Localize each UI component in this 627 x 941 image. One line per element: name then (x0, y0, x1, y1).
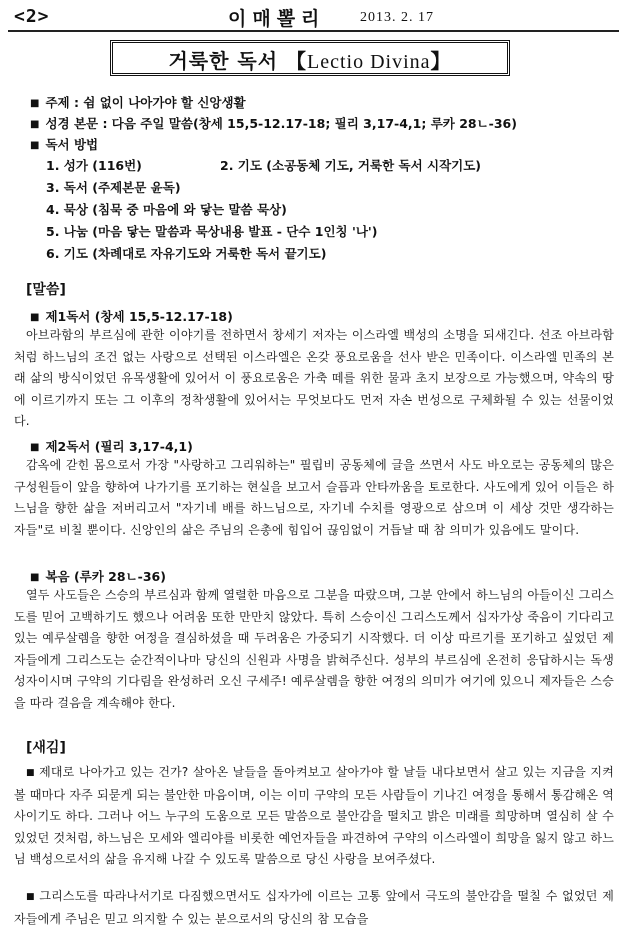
method-line (30, 134, 610, 155)
bullet-icon: ■ (30, 572, 40, 583)
section-label-reflection: [새김] (26, 740, 66, 756)
newsletter-name: 이매뽈리 (228, 8, 326, 30)
step-row (30, 243, 610, 265)
method-label: 독서 방법 (45, 137, 99, 152)
step-item: 4. 묵상 (침묵 중 마음에 와 닿는 말씀 묵상) (46, 202, 287, 217)
bullet-icon: ■ (30, 140, 40, 151)
title-bracket-open: 【 (286, 49, 307, 73)
step-item: 5. 나눔 (마음 닿는 말씀과 묵상내용 발표 - 단수 1인칭 '나') (46, 224, 378, 239)
scripture-text: 성경 본문 : 다음 주일 말씀(창세 15,5-12.17-18; 필리 3,17-4,1; 루카 28ㄴ-36) (45, 116, 517, 131)
reflection-text: 제대로 나아가고 있는 건가? 살아온 날들을 돌아켜보고 살아가야 할 날들 내다보면서 살고 있는 지금을 지켜볼 때마다 자주 되묻게 되는 불안한 마음이며, 이는 이미 구약의 모든 사람들이 기나긴 여정을 통해서 통감해온 역사이기도 하다. 그러나 어느 누구의 도움으로 모든 말씀으로 불안감을 떨치고 밝은 미래를 희망하며 열심히 살 수 있었던 것처럼, 하느님은 모세와 엘리야를 비롯한 예언자들을 파견하여 구약의 이스라엘이 희망을 잃지 않고 하느님 백성으로서의 삶을 유지해 나갈 수 있도록 말씀으로 당신 사랑을 보여주셨다. (14, 765, 614, 867)
page-number: <2> (14, 6, 50, 27)
bullet-icon: ■ (30, 312, 40, 323)
reading-heading (30, 437, 193, 455)
title-latin: Lectio Divina (307, 51, 431, 73)
reading-body: 열두 사도들은 스승의 부르심과 함께 열렬한 마음으로 그분을 따랐으며, 그분 안에서 하느님의 아들이신 그리스도를 믿어 고백하기도 했으나 어려움 또한 만만치 않았다. 특히 스승이신 그리스도께서 십자가상 죽음이 기다리고 있는 예루살렘을 향한 여정을 결심하셨을 때 두려움은 가중되기 시작했다. 더 이상 따르기를 포기하고 싶었던 제자들에게 그리스도는 순간적이나마 당신의 신원과 사명을 밝혀주신다. 성부의 부르심에 온전히 응답하시는 독생성자이시며 구약의 기다림을 완성하러 오신 구세주! 예루살렘을 향한 여정의 의미가 여기에 있으니 제자들은 스승을 따라 걸음을 계속해야 한다. (14, 588, 614, 710)
reflection-text: 그리스도를 따라나서기로 다짐했으면서도 십자가에 이르는 고통 앞에서 극도의 불안감을 떨칠 수 없었던 제자들에게 주님은 믿고 의지할 수 있는 분으로서의 당신의 참 모습을 (14, 889, 614, 926)
reading-heading (30, 307, 233, 325)
step-row (30, 155, 610, 177)
step-item: 1. 성가 (116번) (46, 158, 142, 173)
page-header (8, 4, 619, 32)
title-bracket-close: 】 (430, 49, 452, 73)
title-box (110, 40, 510, 76)
page-title (168, 45, 451, 74)
step-row (30, 199, 610, 221)
step-row (30, 221, 610, 243)
issue-date: 2013. 2. 17 (360, 10, 434, 25)
theme-line (30, 92, 610, 113)
step-item: 3. 독서 (주제본문 윤독) (46, 180, 181, 195)
step-item: 6. 기도 (차례대로 자유기도와 거룩한 독서 끝기도) (46, 246, 327, 261)
bullet-icon: ■ (26, 768, 36, 778)
reflection-paragraph (14, 886, 614, 930)
step-item: 2. 기도 (소공동체 기도, 거룩한 독서 시작기도) (220, 158, 482, 173)
reading-body: 감옥에 갇힌 몸으로서 가장 "사랑하고 그리워하는" 필립비 공동체에 글을 쓰면서 사도 바오로는 공동체의 많은 구성원들이 앞을 향하여 나가기를 포기하는 현실을 보고서 슬픔과 안타까움을 토로한다. 사도에게 있어 이들은 하느님을 향한 삶을 저버리고서 "자기네 배를 하느님으로, 자기네 수치를 영광으로 삼으며 이 세상 것만 생각하는 자들"로 비칠 뿐이다. 신앙인의 삶은 주님의 은총에 힘입어 끊임없이 거듭날 때 참 의미가 있음에도 말이다. (14, 458, 614, 537)
bullet-icon: ■ (30, 119, 40, 130)
reading-title: 제1독서 (창세 15,5-12.17-18) (45, 309, 233, 324)
step-row (30, 177, 610, 199)
reading-heading (30, 567, 166, 585)
bullet-icon: ■ (30, 98, 40, 109)
theme-text: 주제 : 쉼 없이 나아가야 할 신앙생활 (45, 95, 246, 110)
scripture-line (30, 113, 610, 134)
reading-title: 제2독서 (필리 3,17-4,1) (45, 439, 193, 454)
title-korean: 거룩한 독서 (168, 49, 279, 73)
section-label-word: [말씀] (26, 282, 66, 298)
bullet-icon: ■ (26, 892, 36, 902)
reading-body: 아브라함의 부르심에 관한 이야기를 전하면서 창세기 저자는 이스라엘 백성의 소명을 되새긴다. 선조 아브라함처럼 하느님의 조건 없는 사랑으로 선택된 이스라엘은 온갖 풍요로움을 선사 받은 민족이다. 이스라엘 민족의 본래 삶의 방식이었던 유목생활에 있어서 이 풍요로움은 가축 떼를 위한 물과 초지 보장으로 가능했으며, 약속의 땅에 이르기까지 또는 그 이후의 정착생활에 있어서는 무엇보다도 먼저 자손 번성으로 구체화될 수 있는 선물이었다. (14, 328, 614, 429)
bullet-icon: ■ (30, 442, 40, 453)
session-info (30, 92, 610, 265)
reflection-paragraph (14, 762, 614, 871)
reading-title: 복음 (루카 28ㄴ-36) (45, 569, 166, 584)
